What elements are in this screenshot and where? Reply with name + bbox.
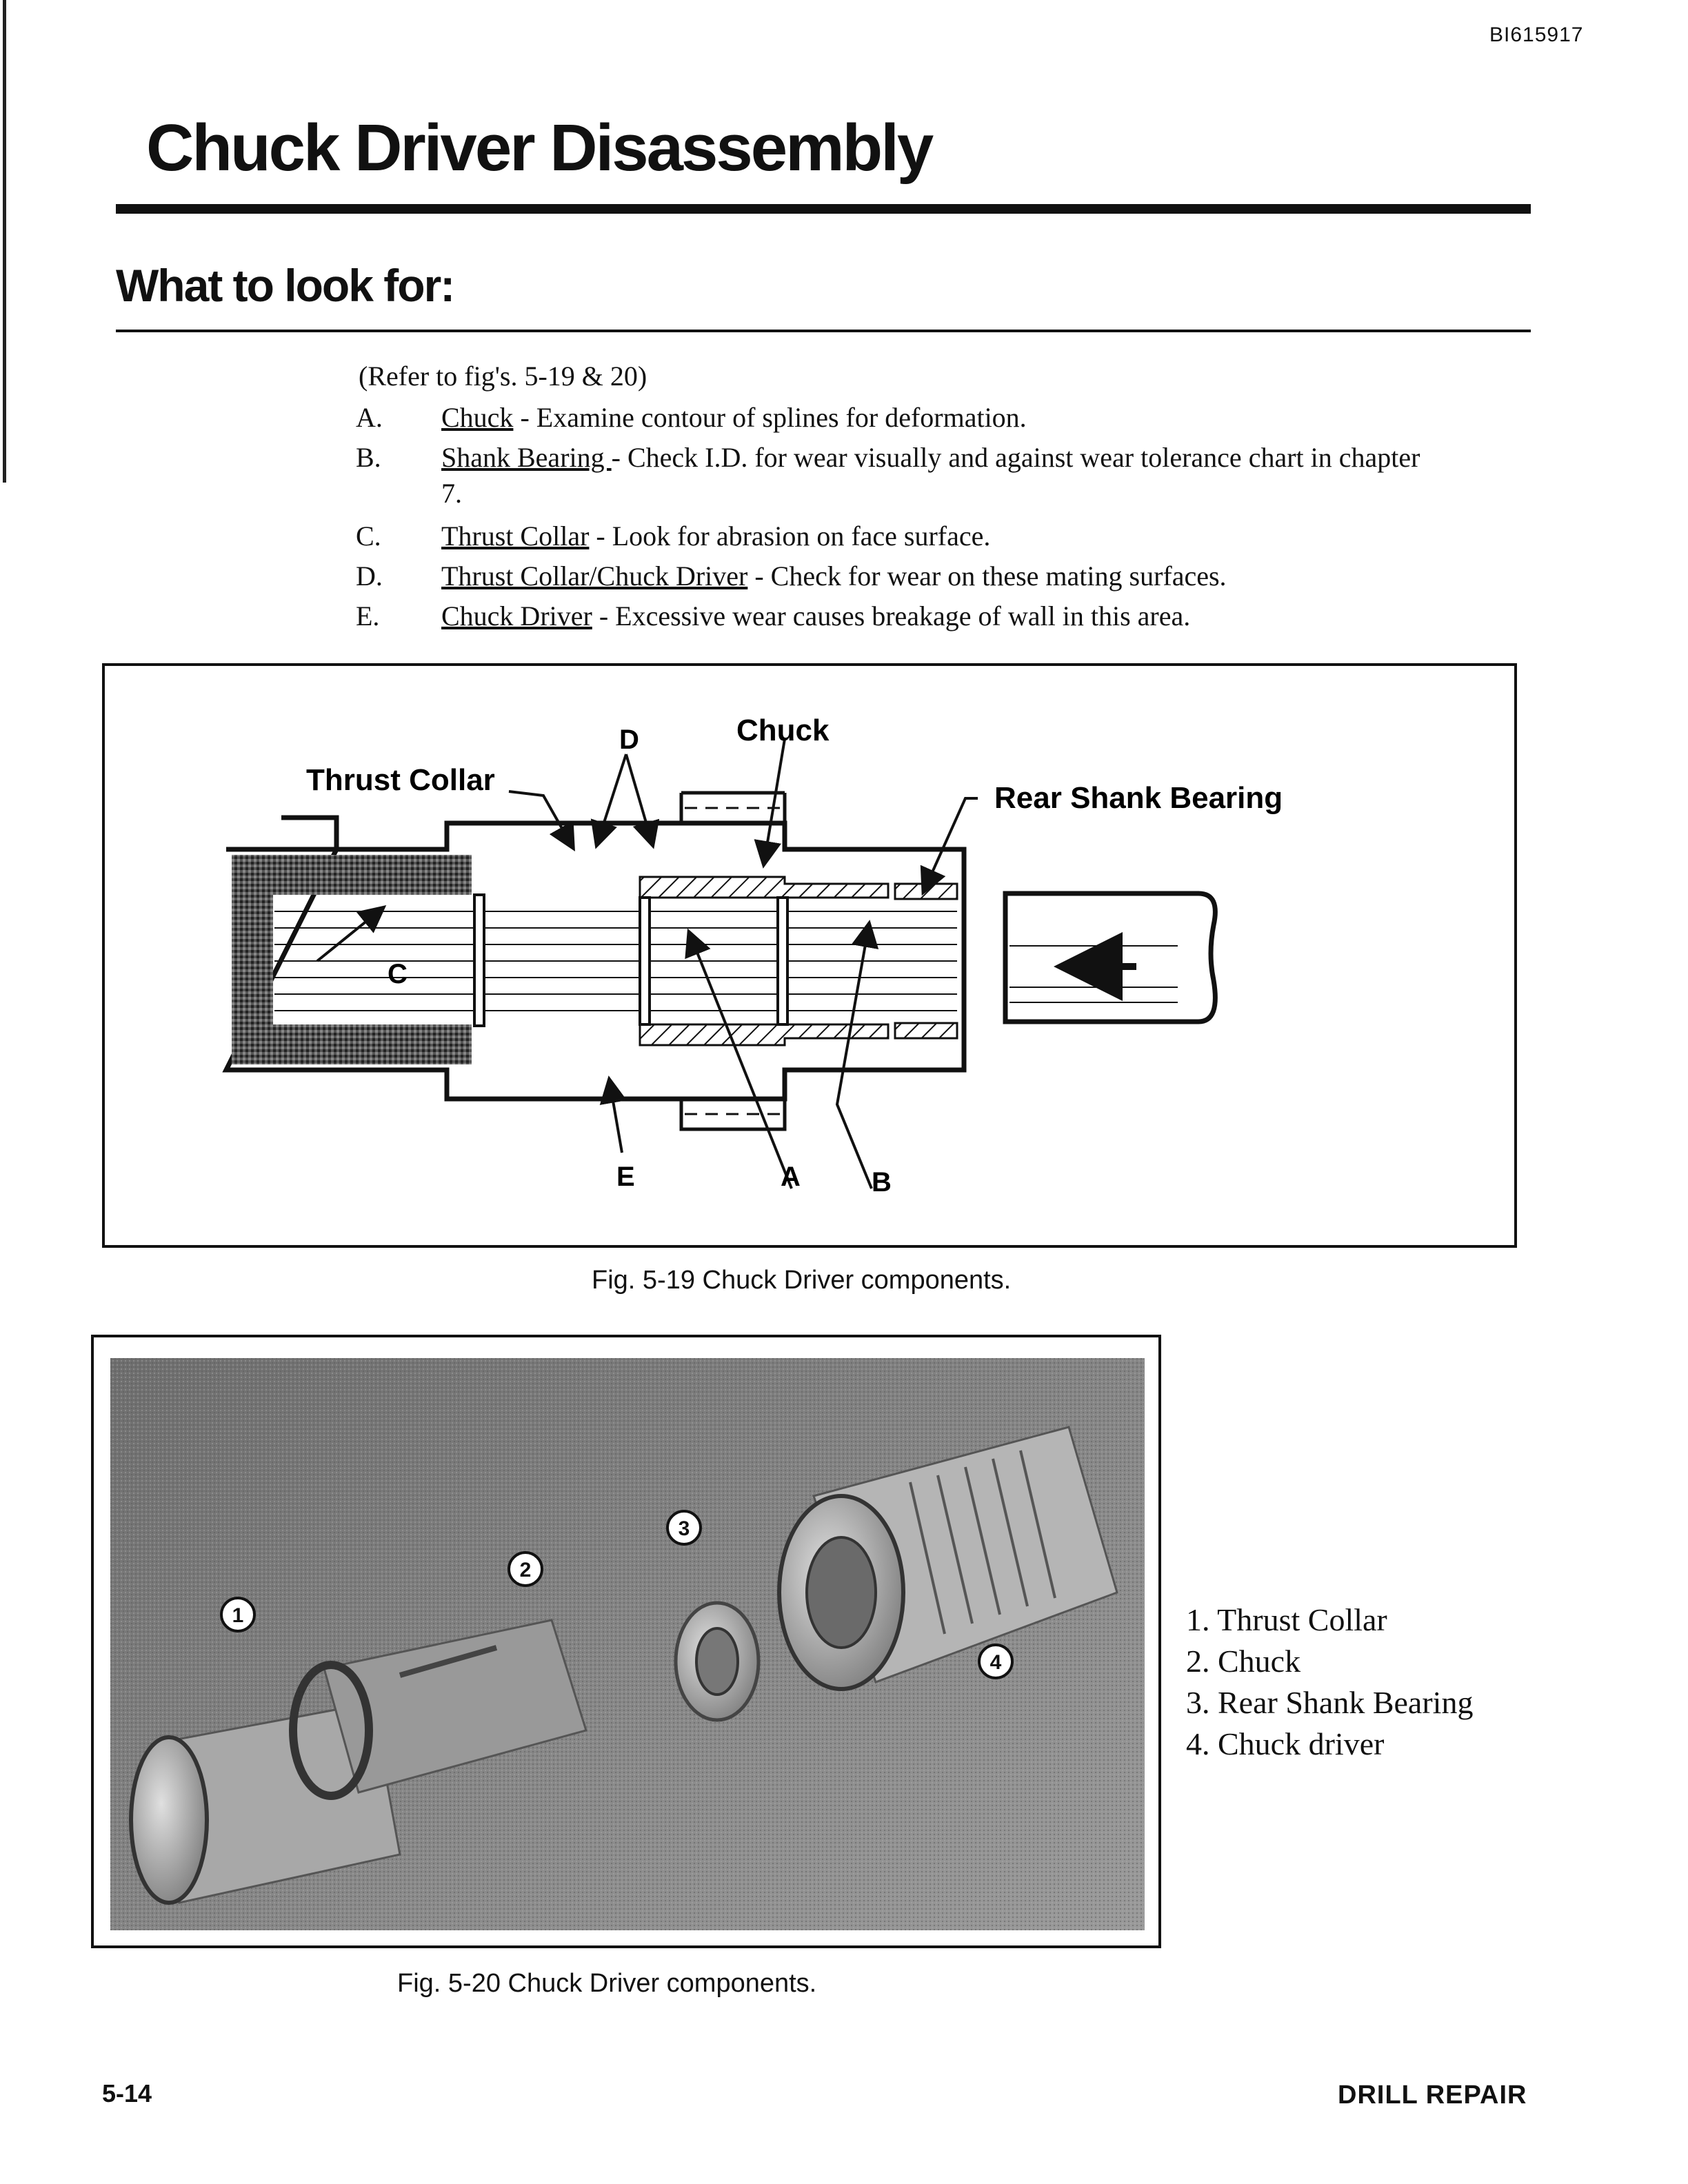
callout-4-text: 4 xyxy=(989,1651,1002,1674)
list-term: Thrust Collar xyxy=(441,520,590,552)
legend-item: 4. Chuck driver xyxy=(1186,1726,1385,1761)
callout-2 xyxy=(509,1553,542,1586)
figure-20-legend xyxy=(1186,1599,1473,1765)
title-rule xyxy=(116,204,1531,214)
label-c: C xyxy=(388,959,408,989)
section-name: DRILL REPAIR xyxy=(1338,2081,1527,2110)
page-number: 5-14 xyxy=(102,2079,152,2107)
list-term: Thrust Collar/Chuck Driver xyxy=(441,560,748,592)
figure-19-diagram xyxy=(102,663,1517,1248)
figure-19-caption: Fig. 5-19 Chuck Driver components. xyxy=(592,1266,1012,1295)
list-term: Shank Bearing xyxy=(441,442,612,473)
page-edge-line xyxy=(3,0,6,483)
heading-rule xyxy=(116,330,1531,332)
page-title: Chuck Driver Disassembly xyxy=(146,111,932,185)
callout-1 xyxy=(221,1598,254,1631)
callout-3-text: 3 xyxy=(678,1517,690,1540)
figure-20-caption: Fig. 5-20 Chuck Driver components. xyxy=(397,1969,817,1998)
list-letter: D. xyxy=(356,560,383,592)
list-letter: B. xyxy=(356,442,381,473)
chuck-shape-top xyxy=(640,877,888,898)
list-text: - Check I.D. for wear visually and against wear tolerance chart in chapter 7. xyxy=(441,442,1420,509)
label-chuck: Chuck xyxy=(736,714,830,747)
refer-note: (Refer to fig's. 5-19 & 20) xyxy=(359,361,647,392)
callout-3 xyxy=(667,1511,701,1544)
label-rear-shank-bearing: Rear Shank Bearing xyxy=(994,781,1283,815)
callout-4 xyxy=(979,1645,1012,1678)
list-text: - Examine contour of splines for deformation. xyxy=(513,402,1027,433)
callout-1-text: 1 xyxy=(232,1604,244,1627)
list-text: - Look for abrasion on face surface. xyxy=(589,520,991,552)
list-term: Chuck xyxy=(441,402,514,433)
list-letter: E. xyxy=(356,600,380,631)
label-thrust-collar: Thrust Collar xyxy=(306,763,495,797)
legend-item: 1. Thrust Collar xyxy=(1186,1602,1387,1637)
list-text: - Check for wear on these mating surfaces. xyxy=(747,560,1227,592)
label-d: D xyxy=(619,725,639,755)
section-heading: What to look for: xyxy=(116,260,454,311)
callout-2-text: 2 xyxy=(519,1559,532,1581)
list-term: Chuck Driver xyxy=(441,600,592,631)
label-e: E xyxy=(616,1162,635,1192)
bore-lines xyxy=(274,911,957,1011)
list-letter: C. xyxy=(356,520,381,552)
figure-20-photo xyxy=(110,1358,1145,1930)
list-text: - Excessive wear causes breakage of wall in this area. xyxy=(592,600,1191,631)
legend-item: 2. Chuck xyxy=(1186,1644,1301,1679)
document-id: BI615917 xyxy=(1489,23,1584,46)
list-letter: A. xyxy=(356,402,383,433)
photo-rear-shank-bearing xyxy=(676,1603,758,1720)
label-a: A xyxy=(781,1162,801,1192)
legend-item: 3. Rear Shank Bearing xyxy=(1186,1685,1474,1720)
label-b: B xyxy=(872,1167,892,1197)
